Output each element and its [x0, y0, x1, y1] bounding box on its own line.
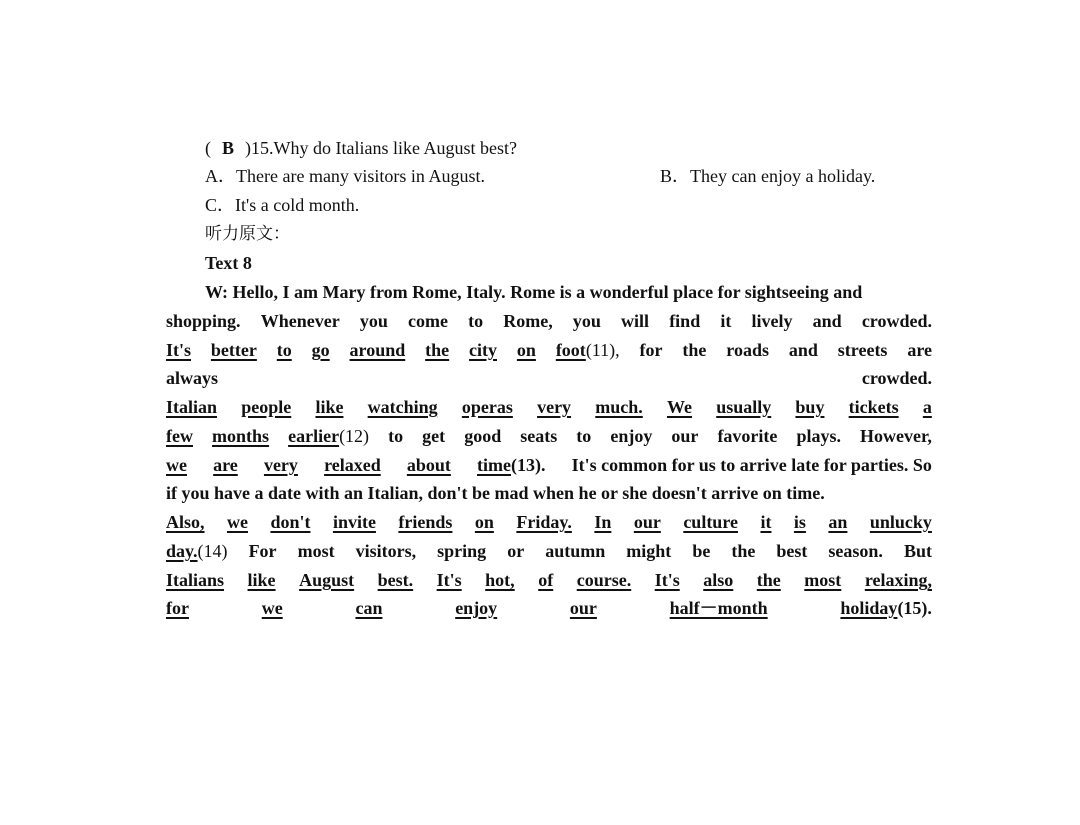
underlined-word: on: [516, 340, 536, 360]
underlined-word: Friday.: [516, 512, 572, 532]
underlined-word: to: [276, 340, 292, 360]
passage-line: [205, 281, 932, 303]
underlined-word: culture: [683, 512, 738, 532]
underlined-word: is: [793, 512, 806, 532]
underlined-word: better: [210, 340, 257, 360]
passage-word: enjoy: [610, 426, 653, 446]
underlined-word: It's: [654, 570, 680, 590]
underlined-word: hot,: [485, 570, 515, 590]
underlined-word: best.: [377, 570, 414, 590]
underlined-word: very: [263, 455, 298, 475]
passage-word: our: [671, 426, 699, 446]
underlined-word: watching: [367, 397, 438, 417]
underlined-word: months: [212, 426, 270, 446]
passage-word: seats: [520, 426, 558, 446]
passage-word: But: [903, 541, 932, 561]
passage-word: will: [621, 311, 650, 331]
passage-word: crowded.: [861, 368, 932, 388]
passage-word: For: [248, 541, 277, 561]
underlined-word: of: [538, 570, 554, 590]
passage-word: the: [682, 340, 707, 360]
answer-letter: B: [221, 138, 234, 158]
underlined-word: also: [703, 570, 734, 590]
underlined-word: we: [261, 598, 283, 618]
option-b: B．They can enjoy a holiday.: [660, 166, 876, 186]
underlined-word: usually: [716, 397, 772, 417]
passage-line: [166, 367, 932, 389]
underlined-word: around: [349, 340, 406, 360]
underlined-word: the: [756, 570, 781, 590]
underlined-word: day.(14): [166, 541, 228, 561]
passage-word: good: [464, 426, 502, 446]
passage-line: [166, 396, 932, 418]
underlined-word: our: [633, 512, 661, 532]
passage-word: It's common for us to arrive late for parties. So: [571, 455, 932, 475]
underlined-word: invite: [332, 512, 376, 532]
underlined-word: In: [594, 512, 612, 532]
passage-word: favorite: [717, 426, 778, 446]
passage-word: shopping.: [166, 311, 241, 331]
underlined-word: can: [355, 598, 383, 618]
passage-word: lively: [751, 311, 793, 331]
passage-word: spring: [437, 541, 487, 561]
passage-word: if you have a date with an Italian, don't be mad when he or she doesn't arrive on time.: [166, 483, 825, 503]
underlined-word: relaxing,: [864, 570, 932, 590]
passage-line: [166, 339, 932, 361]
passage-line: [166, 425, 932, 447]
passage-word: might: [626, 541, 672, 561]
underlined-word: our: [569, 598, 597, 618]
underlined-word: like: [247, 570, 276, 590]
underlined-word: Italians: [166, 570, 225, 590]
underlined-word: course.: [576, 570, 632, 590]
passage-word: season.: [828, 541, 883, 561]
underlined-word: go: [311, 340, 330, 360]
passage-line: [166, 511, 932, 533]
passage-line: [166, 454, 932, 476]
passage-word: be: [692, 541, 711, 561]
passage-word: it: [720, 311, 732, 331]
passage-line: [166, 569, 932, 591]
underlined-word: we: [166, 455, 187, 475]
passage-word: to: [468, 311, 484, 331]
underlined-word: city: [469, 340, 498, 360]
question-stem: [205, 137, 517, 159]
answer-open-paren: (: [205, 138, 211, 158]
passage-word: always: [166, 368, 219, 388]
underlined-word: holiday(15).: [840, 598, 932, 618]
underlined-word: buy: [795, 397, 825, 417]
passage-line: [166, 540, 932, 562]
underlined-word: like: [315, 397, 344, 417]
underlined-word: don't: [270, 512, 311, 532]
text-title: Text 8: [205, 253, 252, 273]
underlined-word: friends: [398, 512, 453, 532]
underlined-word: few: [166, 426, 193, 446]
underlined-word: unlucky: [869, 512, 932, 532]
passage-line: [166, 597, 932, 619]
passage-word: roads: [726, 340, 769, 360]
underlined-word: much.: [595, 397, 643, 417]
passage-word: come: [407, 311, 448, 331]
passage-word: Whenever: [260, 311, 340, 331]
underlined-word: It's: [166, 340, 192, 360]
underlined-word: it: [760, 512, 772, 532]
passage-word: to: [388, 426, 404, 446]
underlined-word: an: [828, 512, 848, 532]
transcript-label: 听力原文：: [205, 224, 290, 244]
passage-word: best: [776, 541, 808, 561]
passage-word: get: [422, 426, 446, 446]
passage-word: and: [812, 311, 842, 331]
passage-line: [166, 482, 932, 504]
option-a: A．There are many visitors in August.: [205, 166, 485, 186]
passage-word: visitors,: [355, 541, 417, 561]
underlined-word: people: [241, 397, 292, 417]
underlined-word: on: [474, 512, 494, 532]
underlined-word: a: [922, 397, 932, 417]
underlined-word: most: [804, 570, 842, 590]
underlined-word: we: [226, 512, 248, 532]
passage-word: However,: [860, 426, 932, 446]
underlined-word: relaxed: [324, 455, 381, 475]
underlined-word: time(13).: [477, 455, 546, 475]
passage-word: or: [507, 541, 525, 561]
passage-word: you: [572, 311, 601, 331]
underlined-word: earlier(12): [288, 426, 370, 446]
passage-word: and: [788, 340, 818, 360]
passage-word: crowded.: [861, 311, 932, 331]
passage-word: W: Hello, I am Mary from Rome, Italy. Rome is a wonderful place for sightseeing and: [205, 282, 863, 302]
passage-word: most: [297, 541, 335, 561]
passage-word: plays.: [796, 426, 841, 446]
underlined-word: Also,: [166, 512, 205, 532]
underlined-word: very: [537, 397, 572, 417]
underlined-word: foot(11),: [555, 340, 620, 360]
passage-word: autumn: [545, 541, 606, 561]
underlined-word: August: [299, 570, 355, 590]
underlined-word: the: [425, 340, 450, 360]
passage-word: you: [359, 311, 388, 331]
underlined-word: tickets: [848, 397, 899, 417]
question-text: )15.Why do Italians like August best?: [245, 138, 517, 158]
underlined-word: are: [213, 455, 238, 475]
underlined-word: operas: [461, 397, 513, 417]
underlined-word: half－month: [669, 598, 768, 618]
passage-word: find: [669, 311, 701, 331]
underlined-word: enjoy: [455, 598, 498, 618]
underlined-word: We: [666, 397, 692, 417]
underlined-word: Italian: [166, 397, 218, 417]
passage-word: streets: [837, 340, 888, 360]
passage-word: to: [576, 426, 592, 446]
underlined-word: about: [406, 455, 451, 475]
underlined-word: for: [166, 598, 189, 618]
passage-word: the: [731, 541, 756, 561]
passage-word: for: [639, 340, 663, 360]
passage-word: Rome,: [503, 311, 553, 331]
passage-word: are: [907, 340, 932, 360]
passage-line: [166, 310, 932, 332]
option-c: C．It's a cold month.: [205, 195, 360, 215]
underlined-word: It's: [436, 570, 462, 590]
